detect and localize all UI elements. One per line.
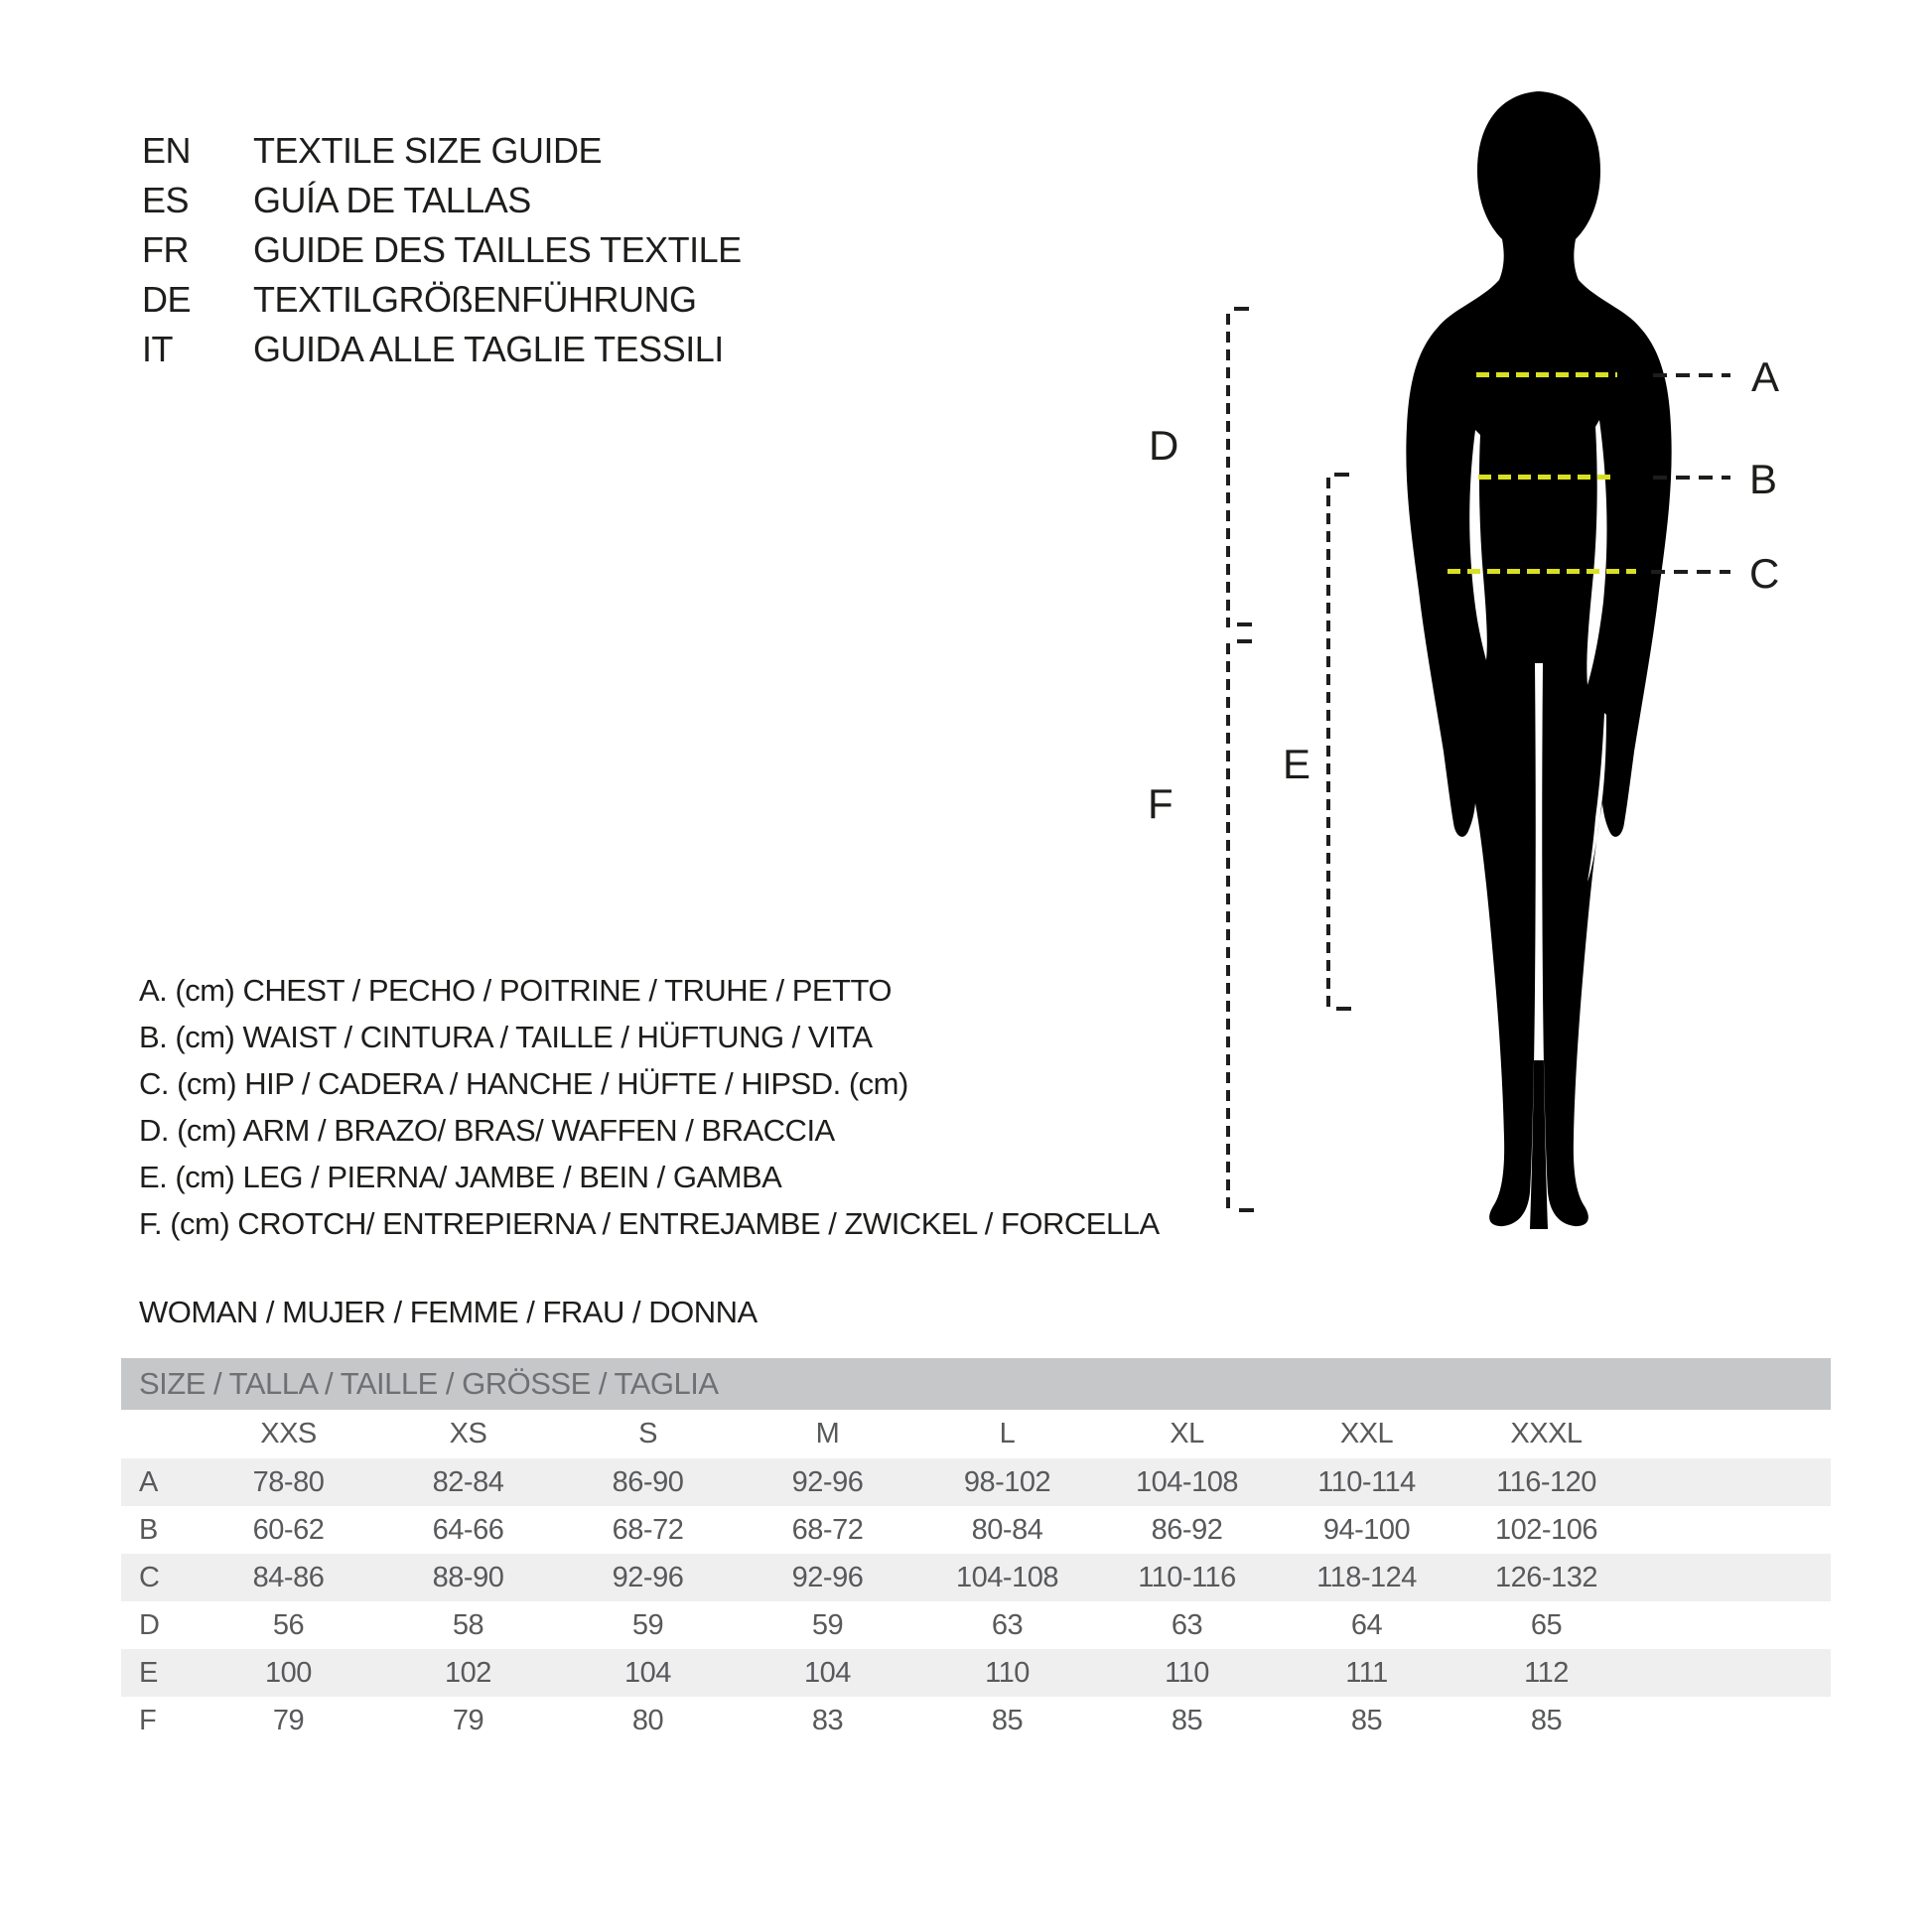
legend-line-arm: D. (cm) ARM / BRAZO/ BRAS/ WAFFEN / BRACCIA xyxy=(139,1112,835,1148)
table-cell: 86-92 xyxy=(1151,1513,1223,1546)
guide-title: GUIDE DES TAILLES TEXTILE xyxy=(253,229,742,270)
table-cell: 118-124 xyxy=(1316,1561,1417,1593)
legend-line-chest: A. (cm) CHEST / PECHO / POITRINE / TRUHE / PETTO xyxy=(139,972,892,1008)
table-cell: 110 xyxy=(1165,1656,1209,1689)
table-cell: 80 xyxy=(631,1704,664,1736)
table-cell: 59 xyxy=(631,1608,664,1641)
marker-chest: A xyxy=(1751,353,1780,400)
table-row-waist xyxy=(121,1506,1831,1554)
table-cell: 68-72 xyxy=(612,1513,684,1546)
marker-crotch: F xyxy=(1148,780,1173,827)
row-label: C xyxy=(139,1561,160,1593)
leg-line-bottom-tick xyxy=(1336,1007,1351,1011)
table-cell: 110 xyxy=(985,1656,1030,1689)
table-cell: 110-114 xyxy=(1317,1465,1416,1498)
crotch-line-top-tick xyxy=(1237,639,1252,643)
guide-title: TEXTILE SIZE GUIDE xyxy=(253,130,603,171)
table-cell: 102-106 xyxy=(1495,1513,1597,1546)
size-table-header-bar: SIZE / TALLA / TAILLE / GRÖSSE / TAGLIA xyxy=(121,1358,1831,1410)
table-cell: 58 xyxy=(452,1608,484,1641)
table-cell: 63 xyxy=(991,1608,1024,1641)
table-cell: 80-84 xyxy=(971,1513,1043,1546)
language-code: DE xyxy=(142,279,192,320)
table-cell: 102 xyxy=(445,1656,491,1689)
size-header-row xyxy=(121,1410,1831,1458)
guide-title: GUIDA ALLE TAGLIE TESSILI xyxy=(253,329,724,369)
table-row-leg xyxy=(121,1649,1831,1697)
row-label: D xyxy=(139,1608,160,1641)
language-code: EN xyxy=(142,130,192,171)
language-line xyxy=(142,275,742,325)
table-cell: 78-80 xyxy=(252,1465,325,1498)
table-cell: 92-96 xyxy=(791,1465,864,1498)
legend-line-hip: C. (cm) HIP / CADERA / HANCHE / HÜFTE / HIPSD. (cm) xyxy=(139,1065,908,1101)
arm-line-bottom-tick xyxy=(1237,622,1252,626)
row-label: F xyxy=(139,1704,157,1736)
table-cell: 104 xyxy=(804,1656,851,1689)
table-cell: 64 xyxy=(1350,1608,1383,1641)
size-col-header: L xyxy=(999,1418,1016,1449)
table-cell: 82-84 xyxy=(432,1465,504,1498)
table-cell: 59 xyxy=(811,1608,844,1641)
table-row-chest xyxy=(121,1458,1831,1506)
size-col-header: XS xyxy=(449,1418,487,1449)
arm-measure-line xyxy=(1226,314,1230,627)
legend-line-leg: E. (cm) LEG / PIERNA/ JAMBE / BEIN / GAMBA xyxy=(139,1159,782,1194)
row-label: B xyxy=(139,1513,158,1546)
table-cell: 92-96 xyxy=(612,1561,684,1593)
table-cell: 92-96 xyxy=(791,1561,864,1593)
crotch-measure-line xyxy=(1226,643,1230,1213)
language-code: IT xyxy=(142,329,173,369)
table-cell: 68-72 xyxy=(791,1513,864,1546)
hip-measure-line xyxy=(1448,569,1636,574)
size-col-header: XXXL xyxy=(1510,1418,1583,1449)
table-cell: 126-132 xyxy=(1495,1561,1597,1593)
hip-leader-line xyxy=(1651,570,1730,574)
table-cell: 110-116 xyxy=(1138,1561,1236,1593)
table-cell: 85 xyxy=(1530,1704,1563,1736)
marker-hip: C xyxy=(1749,550,1780,597)
size-col-header: M xyxy=(815,1418,840,1449)
table-row-crotch xyxy=(121,1697,1831,1744)
row-label: A xyxy=(139,1465,158,1498)
language-line xyxy=(142,176,742,225)
table-cell: 85 xyxy=(1350,1704,1383,1736)
language-code: ES xyxy=(142,180,190,220)
waist-leader-line xyxy=(1653,476,1730,480)
size-col-header: XXS xyxy=(260,1418,317,1449)
crotch-line-bottom-tick xyxy=(1239,1208,1254,1212)
language-title-block xyxy=(142,126,742,374)
language-line xyxy=(142,325,742,374)
marker-leg: E xyxy=(1283,741,1311,787)
table-cell: 85 xyxy=(991,1704,1024,1736)
arm-line-top-tick xyxy=(1234,307,1249,311)
legend-line-crotch: F. (cm) CROTCH/ ENTREPIERNA / ENTREJAMBE / ZWICKEL / FORCELLA xyxy=(139,1205,1160,1241)
table-cell: 63 xyxy=(1171,1608,1203,1641)
table-cell: 88-90 xyxy=(432,1561,504,1593)
size-col-header: XL xyxy=(1170,1418,1204,1449)
table-cell: 79 xyxy=(452,1704,484,1736)
leg-line-top-tick xyxy=(1334,473,1349,477)
language-code: FR xyxy=(142,229,189,270)
table-cell: 79 xyxy=(272,1704,305,1736)
table-cell: 98-102 xyxy=(963,1465,1051,1498)
table-cell: 64-66 xyxy=(432,1513,504,1546)
leg-measure-line xyxy=(1326,478,1330,1011)
table-cell: 94-100 xyxy=(1322,1513,1411,1546)
measurement-legend xyxy=(139,967,1160,1247)
table-cell: 83 xyxy=(811,1704,844,1736)
table-row-arm xyxy=(121,1601,1831,1649)
table-cell: 56 xyxy=(272,1608,305,1641)
table-cell: 111 xyxy=(1345,1656,1388,1689)
language-line xyxy=(142,225,742,275)
gender-heading: WOMAN / MUJER / FEMME / FRAU / DONNA xyxy=(139,1295,758,1329)
table-cell: 85 xyxy=(1171,1704,1203,1736)
table-cell: 116-120 xyxy=(1496,1465,1596,1498)
language-line xyxy=(142,126,742,176)
guide-title: TEXTILGRÖßENFÜHRUNG xyxy=(253,279,697,320)
table-cell: 100 xyxy=(265,1656,312,1689)
table-cell: 112 xyxy=(1524,1656,1569,1689)
chest-leader-line xyxy=(1653,373,1730,377)
table-cell: 60-62 xyxy=(252,1513,325,1546)
chest-measure-line xyxy=(1476,372,1617,377)
marker-arm: D xyxy=(1149,422,1179,469)
guide-title: GUÍA DE TALLAS xyxy=(253,180,531,220)
table-cell: 86-90 xyxy=(612,1465,684,1498)
legend-line-waist: B. (cm) WAIST / CINTURA / TAILLE / HÜFTUNG / VITA xyxy=(139,1019,873,1054)
size-col-header: XXL xyxy=(1339,1418,1394,1449)
size-table xyxy=(121,1358,1831,1744)
table-cell: 104-108 xyxy=(1136,1465,1238,1498)
marker-waist: B xyxy=(1749,456,1778,502)
table-row-hip xyxy=(121,1554,1831,1601)
woman-silhouette-image xyxy=(1390,87,1688,1231)
table-cell: 65 xyxy=(1530,1608,1563,1641)
waist-measure-line xyxy=(1478,475,1613,480)
table-cell: 84-86 xyxy=(252,1561,325,1593)
table-cell: 104-108 xyxy=(956,1561,1058,1593)
size-col-header: S xyxy=(638,1418,657,1449)
row-label: E xyxy=(139,1656,158,1689)
table-cell: 104 xyxy=(624,1656,671,1689)
